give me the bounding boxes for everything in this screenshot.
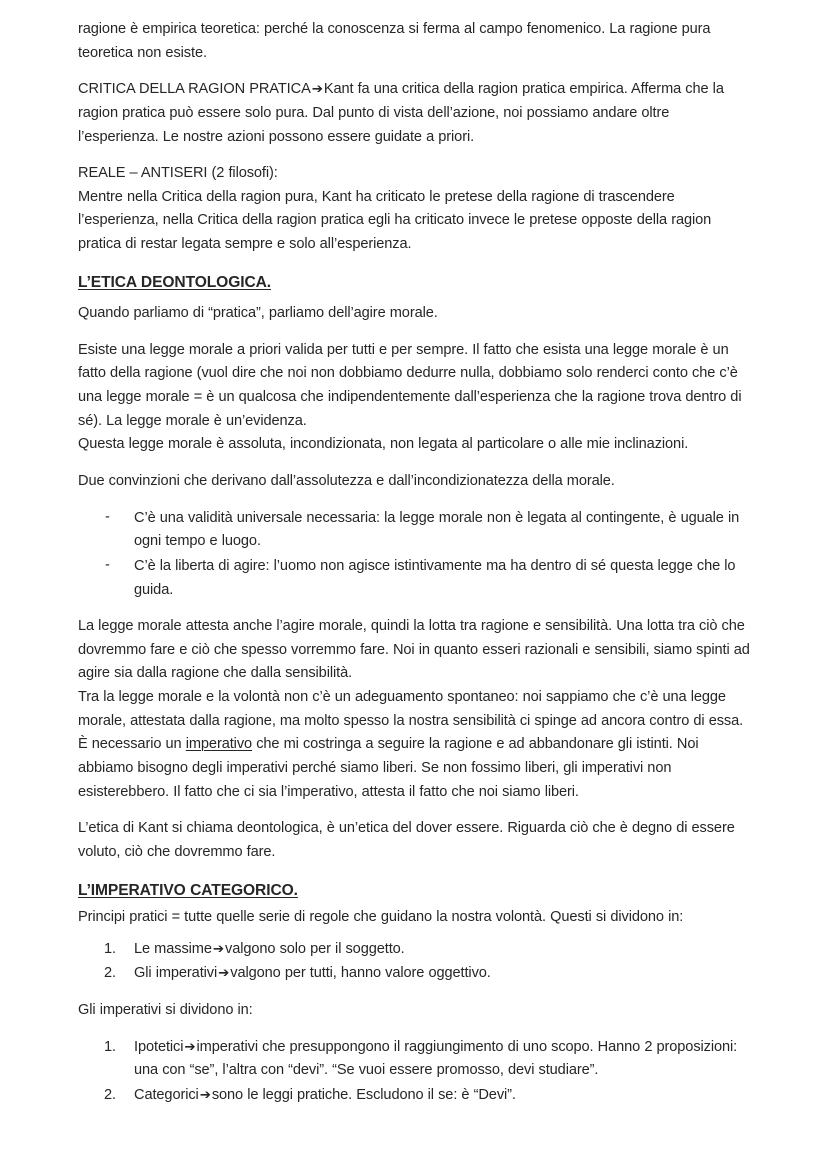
list-item-text: sono le leggi pratiche. Escludono il se: è “Devi”. xyxy=(211,1086,516,1103)
arrow-icon: ➔ xyxy=(212,941,224,957)
numbered-list-imperativi xyxy=(78,1036,750,1108)
list-item xyxy=(78,938,750,962)
arrow-icon: ➔ xyxy=(311,82,323,98)
list-item xyxy=(78,962,750,986)
heading-etica-deontologica-text: L’ETICA DEONTOLOGICA. xyxy=(78,273,272,291)
label-critica-ragion-pratica: CRITICA DELLA RAGION PRATICA xyxy=(78,81,311,98)
heading-etica-deontologica xyxy=(78,271,750,294)
arrow-icon: ➔ xyxy=(218,966,230,982)
heading-imperativo-categorico xyxy=(78,879,750,902)
list-item xyxy=(78,1036,750,1083)
paragraph-critica-ragion-pratica xyxy=(78,78,750,149)
paragraph-legge-morale-attesta: La legge morale attesta anche l’agire morale, quindi la lotta tra ragione e sensibilità. Una lotta tra ciò che dovremmo fare e ciò che spesso vorremmo fare. Noi in quanto esseri razionali e sensibili, siamo spinti ad agire sia dalla ragione che dalla sensibilità. xyxy=(78,618,750,682)
list-number-marker: 2. xyxy=(104,1086,116,1103)
paragraph-reale-antiseri-label: REALE – ANTISERI (2 filosofi): xyxy=(78,165,278,182)
paragraph-tra-legge-volonta xyxy=(78,686,750,804)
numbered-list-principi xyxy=(78,938,750,986)
paragraph-ragione-empirica: ragione è empirica teoretica: perché la conoscenza si ferma al campo fenomenico. La ragione pura teoretica non esiste. xyxy=(78,21,711,61)
paragraph-gli-imperativi-dividono: Gli imperativi si dividono in: xyxy=(78,1001,253,1018)
heading-imperativo-categorico-text: L’IMPERATIVO CATEGORICO. xyxy=(78,881,298,899)
list-item-text: C’è una validità universale necessaria: la legge morale non è legata al contingente, è uguale in ogni tempo e luogo. xyxy=(134,509,740,550)
text-tra-legge-volonta-part2: che mi costringa a seguire la ragione e ad abbandonare gli istinti. Noi abbiamo bisogno degli imperativi perché siamo liberi. Se non fossimo liberi, gli imperativi non esisterebbero. Il fatto che ci sia l’imperativo, attesta il fatto che noi siamo liberi. xyxy=(78,736,699,800)
list-item xyxy=(78,1084,750,1108)
list-number-marker: 1. xyxy=(104,940,116,957)
dash-bullet-marker: - xyxy=(105,557,110,574)
paragraph-reale-antiseri-body: Mentre nella Critica della ragion pura, Kant ha criticato le pretese della ragione di trascendere l’esperienza, nella Critica della ragion pratica egli ha criticato invece le pretese opposte della ragion pratica di restar legata sempre e solo all’esperienza. xyxy=(78,188,712,253)
list-item-lead: Gli imperativi xyxy=(134,965,218,982)
emphasis-imperativo: imperativo xyxy=(185,736,253,753)
arrow-icon: ➔ xyxy=(184,1039,196,1055)
dash-list-convinzioni xyxy=(78,507,750,603)
list-number-marker: 1. xyxy=(104,1038,116,1055)
list-item xyxy=(78,555,750,602)
text-tra-legge-volonta-part1: Tra la legge morale e la volontà non c’è un adeguamento spontaneo: noi sappiamo che c’è una legge morale, attestata dalla ragione, ma molto spesso la nostra sensibilità ci spinge ad ancora contro di essa. È necessario un xyxy=(78,689,744,753)
document-body xyxy=(78,18,750,1107)
dash-bullet-marker: - xyxy=(105,509,110,526)
list-item-lead: Ipotetici xyxy=(134,1038,184,1055)
list-item-lead: Categorici xyxy=(134,1086,199,1103)
paragraph-esiste-legge-morale: Esiste una legge morale a priori valida per tutti e per sempre. Il fatto che esista una legge morale è un fatto della ragione (vuol dire che noi non dobbiamo dedurre nulla, dobbiamo solo renderci conto che c’è una legge morale = è un qualcosa che indipendentemente dall’esperienza che la ragione trova dentro di sé). La legge morale è un’evidenza. xyxy=(78,341,742,429)
paragraph-due-convinzioni: Due convinzioni che derivano dall’assolutezza e dall’incondizionatezza della morale. xyxy=(78,473,615,489)
list-number-marker: 2. xyxy=(104,965,116,982)
paragraph-etica-kant-deontologica: L’etica di Kant si chiama deontologica, è un’etica del dover essere. Riguarda ciò che è degno di essere voluto, ciò che dovremmo fare. xyxy=(78,820,735,860)
paragraph-questa-legge-assoluta: Questa legge morale è assoluta, incondizionata, non legata al particolare o alle mie inclinazioni. xyxy=(78,436,689,453)
list-item-text: valgono per tutti, hanno valore oggettivo. xyxy=(230,965,491,982)
list-item-text: C’è la liberta di agire: l’uomo non agisce istintivamente ma ha dentro di sé questa legge che lo guida. xyxy=(134,557,736,598)
paragraph-principi-pratici: Principi pratici = tutte quelle serie di regole che guidano la nostra volontà. Questi si dividono in: xyxy=(78,909,684,925)
list-item-text: imperativi che presuppongono il raggiungimento di uno scopo. Hanno 2 proposizioni: una con “se”, l’altra con “devi”. “Se vuoi essere promosso, devi studiare”. xyxy=(134,1038,738,1079)
list-item-text: valgono solo per il soggetto. xyxy=(225,940,405,957)
paragraph-quando-parliamo: Quando parliamo di “pratica”, parliamo dell’agire morale. xyxy=(78,305,438,322)
list-item xyxy=(78,507,750,554)
text-critica-ragion-pratica-body: Kant fa una critica della ragion pratica empirica. Afferma che la ragion pratica può essere solo pura. Dal punto di vista dell’azione, noi possiamo andare oltre l’esperienza. Le nostre azioni possono essere guidate a priori. xyxy=(78,81,724,145)
arrow-icon: ➔ xyxy=(199,1087,211,1103)
list-item-lead: Le massime xyxy=(134,940,212,957)
